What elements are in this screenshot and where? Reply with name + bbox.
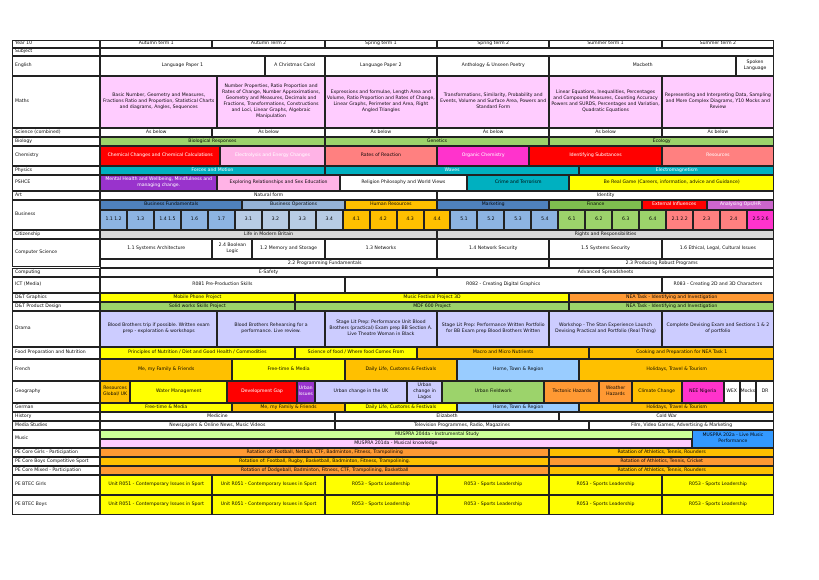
topic-cell: Holidays, Travel & Tourism	[579, 403, 774, 412]
topic-cell: Unit R051 - Contemporary Issues in Sport	[100, 495, 212, 515]
topic-cell: Complete Devising Exam and Sections 1 & 2 of portfolio	[662, 311, 774, 347]
topic-cell: Business Fundamentals	[100, 200, 242, 210]
topic-cell: Daily Life, Customs & Festivals	[345, 359, 457, 381]
topic-cell: Urban Issues	[297, 381, 315, 403]
topic-cell: 2.4 Boolean Logic	[212, 239, 252, 259]
topic-cell: Identity	[437, 191, 774, 200]
topic-cell: MDF 600 Project	[295, 302, 570, 311]
topic-cell: Workshop - The Stan Experience Launch Devising Practical and Portfolio (Real Thing)	[549, 311, 661, 347]
subject-label: Computing	[12, 268, 100, 277]
topic-cell: Rotation of Athletics, Tennis, Rounders	[549, 448, 774, 457]
topic-cell: Genetics	[325, 137, 550, 146]
topic-cell: Free-time & Media	[232, 359, 344, 381]
topic-cell: DR	[756, 381, 774, 403]
topic-cell: 4.1	[343, 210, 370, 230]
topic-cell: MUSPRA 201da - Musical knowledge	[100, 439, 692, 448]
week-strip	[100, 48, 774, 56]
year-label: Year 10	[12, 40, 100, 48]
topic-cell: R081 Pre-Production Skills	[100, 277, 345, 293]
topic-cell: Free-time & Media	[100, 403, 232, 412]
subject-label: French	[12, 359, 100, 381]
topic-cell: Organic Chemistry	[437, 146, 529, 166]
subject-label: PSHCE	[12, 175, 100, 191]
topic-cell: 1.3 Networks	[325, 239, 437, 259]
topic-cell: Spoken Language	[736, 56, 774, 76]
topic-cell: 6.2	[585, 210, 612, 230]
topic-cell: R082 - Creating Digital Graphics	[345, 277, 662, 293]
topic-cell: 1.5 Systems Security	[549, 239, 661, 259]
topic-cell: R053 - Sports Leadership	[325, 495, 437, 515]
subject-label: PE Core Boys Competitive Sport	[12, 457, 100, 466]
topic-cell: Me, my Family & Friends	[100, 359, 232, 381]
topic-cell: Be Real Game (Careers, information, advice and Guidance)	[569, 175, 774, 191]
term-header: Summer term 1	[549, 40, 661, 48]
topic-cell: Mocks	[740, 381, 756, 403]
topic-cell: 1.3	[127, 210, 154, 230]
topic-cell: Language Paper 2	[325, 56, 437, 76]
topic-cell: Electromagnetism	[579, 166, 774, 175]
topic-cell: Finance	[549, 200, 641, 210]
topic-cell: 3.4	[316, 210, 343, 230]
topic-cell: Transformations, Similarity, Probability and Events, Volume and Surface Area, Powers and Standard Form	[437, 76, 549, 128]
topic-cell: 6.1	[558, 210, 585, 230]
topic-cell: Unit R051 - Contemporary Issues in Sport	[100, 475, 212, 495]
topic-cell: NEA Task - Identifying and Investigation	[569, 293, 774, 302]
subject-label: Media Studies	[12, 421, 100, 430]
topic-cell: Rotation of Athletics, Tennis, Rounders	[549, 466, 774, 475]
topic-cell: Human Resources	[345, 200, 437, 210]
subject-label: English	[12, 56, 100, 76]
topic-cell: Life in Modern Britain	[100, 230, 437, 239]
topic-cell: Macro and Micro Nutrients	[417, 347, 589, 359]
topic-cell: 5.3	[504, 210, 531, 230]
topic-cell: 3.1	[235, 210, 262, 230]
topic-cell: Rotation of: Football, Netball, CTF, Badminton, Fitness, Trampolining	[100, 448, 549, 457]
topic-cell: R053 - Sports Leadership	[662, 495, 774, 515]
topic-cell: As below	[212, 128, 324, 137]
topic-cell: 1.6	[181, 210, 208, 230]
topic-cell: Tectonic Hazards	[544, 381, 599, 403]
subject-label: Business	[12, 200, 100, 230]
topic-cell: 3.3	[289, 210, 316, 230]
topic-cell: Mobile Phone Project	[100, 293, 295, 302]
topic-cell: Rotation of Athletics, Tennis, Cricket	[549, 457, 774, 466]
topic-cell: External Influences	[642, 200, 707, 210]
term-header: Summer term 2	[662, 40, 774, 48]
topic-cell: 2.5 2.6	[747, 210, 774, 230]
topic-cell: Advanced Spreadsheets	[437, 268, 774, 277]
topic-cell: Water Management	[130, 381, 227, 403]
topic-cell: Waves	[325, 166, 580, 175]
topic-cell: E-Safety	[100, 268, 437, 277]
subject-label: D&T Product Design	[12, 302, 100, 311]
topic-cell: Resources Global/ UK	[100, 381, 130, 403]
topic-cell: Rates of Reaction	[325, 146, 437, 166]
subject-label: Geography	[12, 381, 100, 403]
topic-cell: 5.2	[477, 210, 504, 230]
subject-label: Biology	[12, 137, 100, 146]
topic-cell: Blood Brothers trip if possible. Written exam prep - exploration & workshops	[100, 311, 217, 347]
topic-cell: 5.4	[531, 210, 558, 230]
topic-cell: Principles of Nutrition / Diet and Good Health / Commodities	[100, 347, 295, 359]
topic-cell: Electrolysis and Energy Changes	[220, 146, 324, 166]
topic-cell: Linear Equations, Inequalities, Percentages and Compound Measures, Counting Accuracy Powers and SURDS, Percentages and Variation, Quadratic Equations	[549, 76, 661, 128]
topic-cell: NEA Task - Identifying and Investigation	[569, 302, 774, 311]
topic-cell: Newspapers & Online News, Music Videos	[100, 421, 335, 430]
topic-cell: Representing and Interpreting Data, Sampling and More Complex Diagrams, Y10 Mocks and Review	[662, 76, 774, 128]
topic-cell: Resources	[662, 146, 774, 166]
subject-label: Art	[12, 191, 100, 200]
topic-cell: 2.1 2.2	[666, 210, 693, 230]
topic-cell: Basic Number, Geometry and Measures, Fractions Ratio and Proportion, Statistical Charts and diagrams, Angles, Sequences	[100, 76, 217, 128]
topic-cell: 4.4	[424, 210, 451, 230]
term-header: Spring term 2	[437, 40, 549, 48]
term-header: Autumn term 1	[100, 40, 212, 48]
topic-cell: Solid works Skills Project	[100, 302, 295, 311]
topic-cell: Mental Health and Wellbeing, Mindfulness and managing change.	[100, 175, 217, 191]
topic-cell: 4.3	[397, 210, 424, 230]
topic-cell: Expressions and formulae, Length Area and Volume, Ratio Proportion and Rates of Change, Linear Graphs, Perimeter and Area, Right Angled Triangles	[325, 76, 437, 128]
subject-label: ICT (Media)	[12, 277, 100, 293]
topic-cell: Marketing	[437, 200, 549, 210]
topic-cell: Number Properties, Ratio Proportion and Rates of Change, Number Approximations, Geometry and Measures, Decimals and Fractions, Transformations, Constructions and Loci, Linear Graphs, Algebraic Manipulation	[217, 76, 324, 128]
topic-cell: Crime and Terrorism	[467, 175, 569, 191]
subject-label: PE Core Mixed - Participation	[12, 466, 100, 475]
topic-cell: 1.1 1.2	[100, 210, 127, 230]
topic-cell: 2.3	[693, 210, 720, 230]
topic-cell: Cooking and Preparation for NEA Task 1	[589, 347, 774, 359]
topic-cell: Business Operations	[242, 200, 344, 210]
topic-cell: Exploring Relationships and Sex Education	[217, 175, 339, 191]
topic-cell: Home, Town & Region	[457, 359, 579, 381]
topic-cell: 1.4 Network Security	[437, 239, 549, 259]
topic-cell: 6.3	[612, 210, 639, 230]
topic-cell: 2.2 Programming Fundamentals	[100, 259, 549, 268]
topic-cell: Cold War	[559, 412, 774, 421]
topic-cell: 5.1	[450, 210, 477, 230]
subject-label: Food Preparation and Nutrition	[12, 347, 100, 359]
topic-cell: 6.4	[639, 210, 666, 230]
topic-cell: Biological Responses	[100, 137, 325, 146]
topic-cell: Natural form	[100, 191, 437, 200]
subject-label: D&T Graphics	[12, 293, 100, 302]
term-header: Autumn Term 2	[212, 40, 324, 48]
topic-cell: A Christmas Carol	[265, 56, 325, 76]
topic-cell: 1.7	[208, 210, 235, 230]
topic-cell: 4.2	[370, 210, 397, 230]
topic-cell: Stage Lit Prep: Performance Written Portfolio for BB Exam prep Blood Brothers Written	[437, 311, 549, 347]
topic-cell: Macbeth	[549, 56, 736, 76]
subject-label: PE Core Girls - Participation	[12, 448, 100, 457]
topic-cell: 1.1 Systems Architecture	[100, 239, 212, 259]
subject-label: PE BTEC Boys	[12, 495, 100, 515]
topic-cell: 1.4 1.5	[154, 210, 181, 230]
subject-label: Chemistry	[12, 146, 100, 166]
topic-cell: Language Paper 1	[100, 56, 265, 76]
topic-cell: Blood Brothers Rehearsing for a performance. Live review.	[217, 311, 324, 347]
subject-label: Drama	[12, 311, 100, 347]
topic-cell: 2.4	[720, 210, 747, 230]
topic-cell: 3.2	[262, 210, 289, 230]
topic-cell: 2.3 Producing Robust Programs	[549, 259, 774, 268]
subject-label: Science (combined)	[12, 128, 100, 137]
topic-cell: Weather Hazards	[599, 381, 631, 403]
topic-cell: Chemical Changes and Chemical Calculations	[100, 146, 220, 166]
subject-label: Physics	[12, 166, 100, 175]
topic-cell: Unit R051 - Contemporary Issues in Sport	[212, 475, 324, 495]
topic-cell: Religion Philosophy and World Views	[340, 175, 467, 191]
topic-cell: Ecology	[549, 137, 774, 146]
topic-cell: R053 - Sports Leadership	[662, 475, 774, 495]
topic-cell: R083 - Creating 2D and 3D Characters	[662, 277, 774, 293]
subject-label: History	[12, 412, 100, 421]
topic-cell: Identifying Substances	[529, 146, 661, 166]
topic-cell: Science of food / Where food Comes From	[295, 347, 417, 359]
subject-label: German	[12, 403, 100, 412]
topic-cell: Climate Change	[632, 381, 682, 403]
topic-cell: Stage Lit Prep: Performance Unit Blood Brothers (practical) Exam prep BB Section A. Live Theatre Woman in Black	[325, 311, 437, 347]
subject-label: Maths	[12, 76, 100, 128]
subject-header: Subject	[12, 48, 100, 56]
topic-cell: MUSPRA 202a - Live Music Performance	[692, 430, 774, 448]
topic-cell: R053 - Sports Leadership	[549, 475, 661, 495]
topic-cell: R053 - Sports Leadership	[549, 495, 661, 515]
topic-cell: Development Gap	[227, 381, 296, 403]
topic-cell: Home, Town & Region	[457, 403, 579, 412]
term-header: Spring term 1	[325, 40, 437, 48]
subject-label: Citizenship	[12, 230, 100, 239]
topic-cell: Film, Video Games, Advertising & Marketing	[589, 421, 774, 430]
topic-cell: Unit R051 - Contemporary Issues in Sport	[212, 495, 324, 515]
topic-cell: Urban Fieldwork	[442, 381, 544, 403]
topic-cell: MUSPRA 204da - Instrumental Study	[100, 430, 774, 439]
topic-cell: Television Programmes, Radio, Magazines	[335, 421, 590, 430]
topic-cell: R053 - Sports Leadership	[325, 475, 437, 495]
topic-cell: As below	[662, 128, 774, 137]
subject-label: PE BTEC Girls	[12, 475, 100, 495]
topic-cell: Elizabeth	[335, 412, 560, 421]
topic-cell: Urban change in the UK	[315, 381, 407, 403]
topic-cell: Music Festival Project 3D	[295, 293, 570, 302]
topic-cell: NEE Nigeria	[682, 381, 724, 403]
topic-cell: 1.6 Ethical, Legal, Cultural Issues	[662, 239, 774, 259]
topic-cell: R053 - Sports Leadership	[437, 475, 549, 495]
topic-cell: Rights and Responsibilities	[437, 230, 774, 239]
topic-cell: Me, my Family & Friends	[232, 403, 344, 412]
topic-cell: As below	[325, 128, 437, 137]
topic-cell: WEX	[724, 381, 740, 403]
topic-cell: Urban change in Lagos	[407, 381, 442, 403]
topic-cell: Daily Life, Customs & Festivals	[345, 403, 457, 412]
topic-cell: Rotation of: Football, Rugby, Basketball, Badminton, Fitness, Trampolining.	[100, 457, 549, 466]
topic-cell: Anthology & Unseen Poetry	[437, 56, 549, 76]
topic-cell: Forces and Motion	[100, 166, 325, 175]
topic-cell: As below	[437, 128, 549, 137]
topic-cell: As below	[100, 128, 212, 137]
topic-cell: Analysing Ops/HR	[707, 200, 774, 210]
subject-label: Music	[12, 430, 100, 448]
topic-cell: As below	[549, 128, 661, 137]
topic-cell: Medicine	[100, 412, 335, 421]
topic-cell: Holidays, Travel & Tourism	[579, 359, 774, 381]
subject-label: Computer Science	[12, 239, 100, 267]
topic-cell: 1.2 Memory and Storage	[252, 239, 324, 259]
topic-cell: Rotation of Dodgeball, Badminton, Fitness, CTF, Trampolining, Basketball	[100, 466, 549, 475]
topic-cell: R053 - Sports Leadership	[437, 495, 549, 515]
